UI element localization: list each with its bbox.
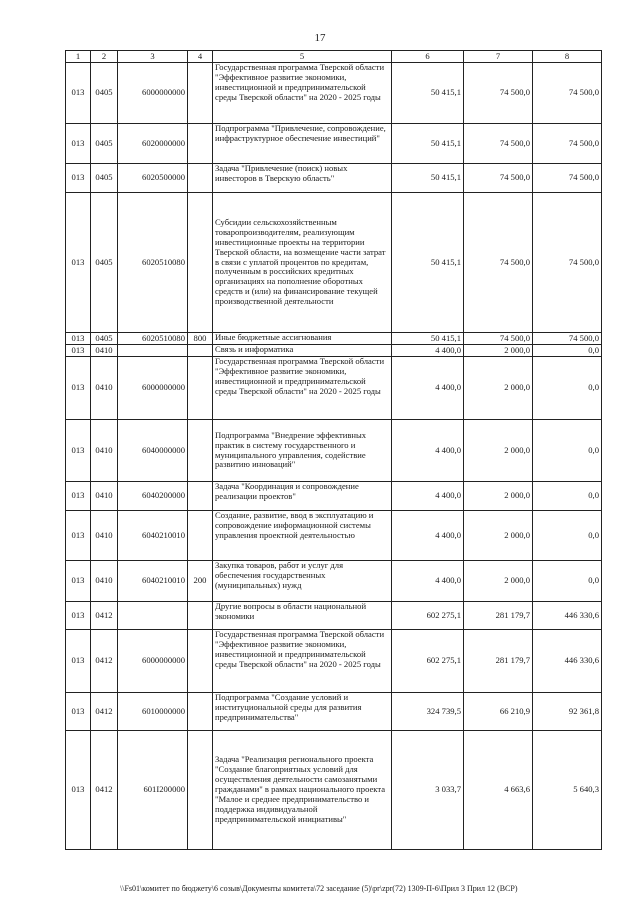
cell-target-code: 6040210010 [118,561,188,602]
cell-amount-col6: 50 415,1 [392,164,464,193]
column-header: 3 [118,51,188,63]
table-row [66,561,602,602]
cell-amount-col7: 2 000,0 [464,345,533,357]
cell-amount-col8: 0,0 [533,357,602,420]
cell-description: Подпрограмма "Привлечение, сопровождение, инфраструктурное обеспечение инвестиций" [213,124,392,164]
cell-ministry-code: 013 [66,602,91,630]
cell-expense-type: 800 [188,333,213,345]
cell-expense-type [188,693,213,731]
cell-description: Связь и информатика [213,345,392,357]
cell-amount-col7: 281 179,7 [464,630,533,693]
cell-amount-col8: 446 330,6 [533,602,602,630]
cell-target-code: 6020000000 [118,124,188,164]
table-row [66,124,602,164]
cell-section-code: 0410 [91,357,118,420]
column-header: 7 [464,51,533,63]
cell-expense-type [188,124,213,164]
column-header: 8 [533,51,602,63]
cell-expense-type [188,357,213,420]
cell-ministry-code: 013 [66,630,91,693]
cell-amount-col8: 74 500,0 [533,124,602,164]
cell-section-code: 0412 [91,630,118,693]
cell-amount-col8: 5 640,3 [533,731,602,850]
cell-section-code: 0405 [91,164,118,193]
cell-amount-col6: 602 275,1 [392,602,464,630]
table-row [66,420,602,482]
cell-amount-col6: 4 400,0 [392,561,464,602]
cell-section-code: 0412 [91,731,118,850]
cell-amount-col6: 50 415,1 [392,333,464,345]
table-row [66,693,602,731]
cell-amount-col7: 4 663,6 [464,731,533,850]
cell-expense-type [188,193,213,333]
cell-expense-type: 200 [188,561,213,602]
cell-section-code: 0410 [91,420,118,482]
cell-amount-col8: 0,0 [533,420,602,482]
cell-description: Создание, развитие, ввод в эксплуатацию и сопровождение информационной системы управления проектной деятельностью [213,511,392,561]
cell-ministry-code: 013 [66,561,91,602]
cell-section-code: 0405 [91,193,118,333]
cell-description: Субсидии сельскохозяйственным товаропроизводителям, реализующим инвестиционные проекты на территории Тверской области, на возмещение части затрат в связи с уплатой процентов по кредитам, полученным в российских кредитных организациях на пополнение оборотных средств и (или) на финансирование текущей производственной деятельности [213,193,392,333]
cell-target-code: 6020510080 [118,333,188,345]
budget-table [65,50,602,850]
cell-expense-type [188,420,213,482]
cell-amount-col8: 0,0 [533,561,602,602]
cell-amount-col6: 3 033,7 [392,731,464,850]
table-row [66,345,602,357]
cell-amount-col7: 74 500,0 [464,333,533,345]
cell-section-code: 0405 [91,333,118,345]
cell-expense-type [188,345,213,357]
cell-section-code: 0405 [91,124,118,164]
table-row [66,511,602,561]
cell-amount-col8: 74 500,0 [533,164,602,193]
cell-amount-col7: 2 000,0 [464,420,533,482]
cell-amount-col6: 4 400,0 [392,420,464,482]
cell-target-code [118,602,188,630]
cell-amount-col6: 50 415,1 [392,63,464,124]
column-header: 5 [213,51,392,63]
cell-target-code: 6000000000 [118,63,188,124]
cell-amount-col6: 602 275,1 [392,630,464,693]
cell-ministry-code: 013 [66,333,91,345]
table-row [66,63,602,124]
cell-section-code: 0405 [91,63,118,124]
cell-target-code: 6040000000 [118,420,188,482]
column-header: 6 [392,51,464,63]
cell-ministry-code: 013 [66,164,91,193]
cell-expense-type [188,602,213,630]
cell-target-code [118,345,188,357]
cell-description: Задача "Координация и сопровождение реализации проектов" [213,482,392,511]
cell-description: Государственная программа Тверской области "Эффективное развитие экономики, инвестиционной и предпринимательской среды Тверской области" на 2020 - 2025 годы [213,63,392,124]
table-row [66,602,602,630]
file-path-footer: \\Fs01\комитет по бюджету\6 созыв\Документы комитета\72 заседание (5)\pr\zpr(72) 1309-П-6\Прил 3 Прил 12 (ВСР) [120,884,518,893]
cell-amount-col7: 2 000,0 [464,511,533,561]
cell-amount-col7: 2 000,0 [464,357,533,420]
cell-target-code: 6010000000 [118,693,188,731]
column-header: 2 [91,51,118,63]
cell-amount-col8: 446 330,6 [533,630,602,693]
cell-expense-type [188,731,213,850]
cell-amount-col6: 4 400,0 [392,482,464,511]
cell-description: Подпрограмма "Внедрение эффективных практик в систему государственного и муниципального управления, содействие развитию инноваций" [213,420,392,482]
cell-amount-col7: 74 500,0 [464,124,533,164]
cell-amount-col8: 0,0 [533,345,602,357]
cell-amount-col8: 74 500,0 [533,193,602,333]
cell-description: Задача "Реализация регионального проекта "Создание благоприятных условий для осуществления деятельности самозанятыми гражданами" в рамках национального проекта "Малое и среднее предпринимательство и поддержка индивидуальной предпринимательской инициативы" [213,731,392,850]
cell-expense-type [188,482,213,511]
cell-target-code: 6020500000 [118,164,188,193]
cell-amount-col7: 2 000,0 [464,482,533,511]
cell-ministry-code: 013 [66,357,91,420]
cell-amount-col6: 324 739,5 [392,693,464,731]
cell-expense-type [188,63,213,124]
cell-ministry-code: 013 [66,193,91,333]
cell-ministry-code: 013 [66,511,91,561]
cell-description: Государственная программа Тверской области "Эффективное развитие экономики, инвестиционной и предпринимательской среды Тверской области" на 2020 - 2025 годы [213,357,392,420]
cell-amount-col6: 50 415,1 [392,124,464,164]
cell-amount-col7: 2 000,0 [464,561,533,602]
table-row [66,630,602,693]
table-header-row [66,51,602,63]
cell-amount-col8: 0,0 [533,482,602,511]
column-header: 4 [188,51,213,63]
cell-amount-col8: 74 500,0 [533,333,602,345]
cell-section-code: 0410 [91,482,118,511]
cell-amount-col8: 74 500,0 [533,63,602,124]
cell-amount-col7: 74 500,0 [464,63,533,124]
cell-target-code: 6040200000 [118,482,188,511]
cell-section-code: 0410 [91,511,118,561]
cell-description: Другие вопросы в области национальной экономики [213,602,392,630]
cell-amount-col6: 4 400,0 [392,345,464,357]
cell-description: Подпрограмма "Создание условий и институциональной среды для развития предпринимательства" [213,693,392,731]
cell-amount-col7: 281 179,7 [464,602,533,630]
table-row [66,731,602,850]
cell-target-code: 601I200000 [118,731,188,850]
cell-section-code: 0410 [91,561,118,602]
cell-amount-col8: 92 361,8 [533,693,602,731]
cell-ministry-code: 013 [66,693,91,731]
cell-expense-type [188,511,213,561]
cell-amount-col7: 66 210,9 [464,693,533,731]
page-number: 17 [314,32,326,44]
table-row [66,482,602,511]
cell-ministry-code: 013 [66,482,91,511]
table-row [66,164,602,193]
cell-ministry-code: 013 [66,124,91,164]
cell-amount-col7: 74 500,0 [464,164,533,193]
cell-description: Иные бюджетные ассигнования [213,333,392,345]
table-row [66,333,602,345]
cell-expense-type [188,630,213,693]
cell-description: Государственная программа Тверской области "Эффективное развитие экономики, инвестиционной и предпринимательской среды Тверской области" на 2020 - 2025 годы [213,630,392,693]
cell-section-code: 0412 [91,602,118,630]
cell-amount-col6: 4 400,0 [392,511,464,561]
cell-amount-col6: 50 415,1 [392,193,464,333]
table-row [66,193,602,333]
cell-ministry-code: 013 [66,345,91,357]
cell-expense-type [188,164,213,193]
cell-description: Задача "Привлечение (поиск) новых инвесторов в Тверскую область" [213,164,392,193]
cell-section-code: 0410 [91,345,118,357]
cell-target-code: 6000000000 [118,630,188,693]
cell-ministry-code: 013 [66,420,91,482]
cell-description: Закупка товаров, работ и услуг для обеспечения государственных (муниципальных) нужд [213,561,392,602]
cell-ministry-code: 013 [66,63,91,124]
cell-amount-col7: 74 500,0 [464,193,533,333]
column-header: 1 [66,51,91,63]
cell-amount-col8: 0,0 [533,511,602,561]
cell-target-code: 6020510080 [118,193,188,333]
cell-section-code: 0412 [91,693,118,731]
cell-amount-col6: 4 400,0 [392,357,464,420]
cell-target-code: 6000000000 [118,357,188,420]
table-row [66,357,602,420]
cell-ministry-code: 013 [66,731,91,850]
cell-target-code: 6040210010 [118,511,188,561]
